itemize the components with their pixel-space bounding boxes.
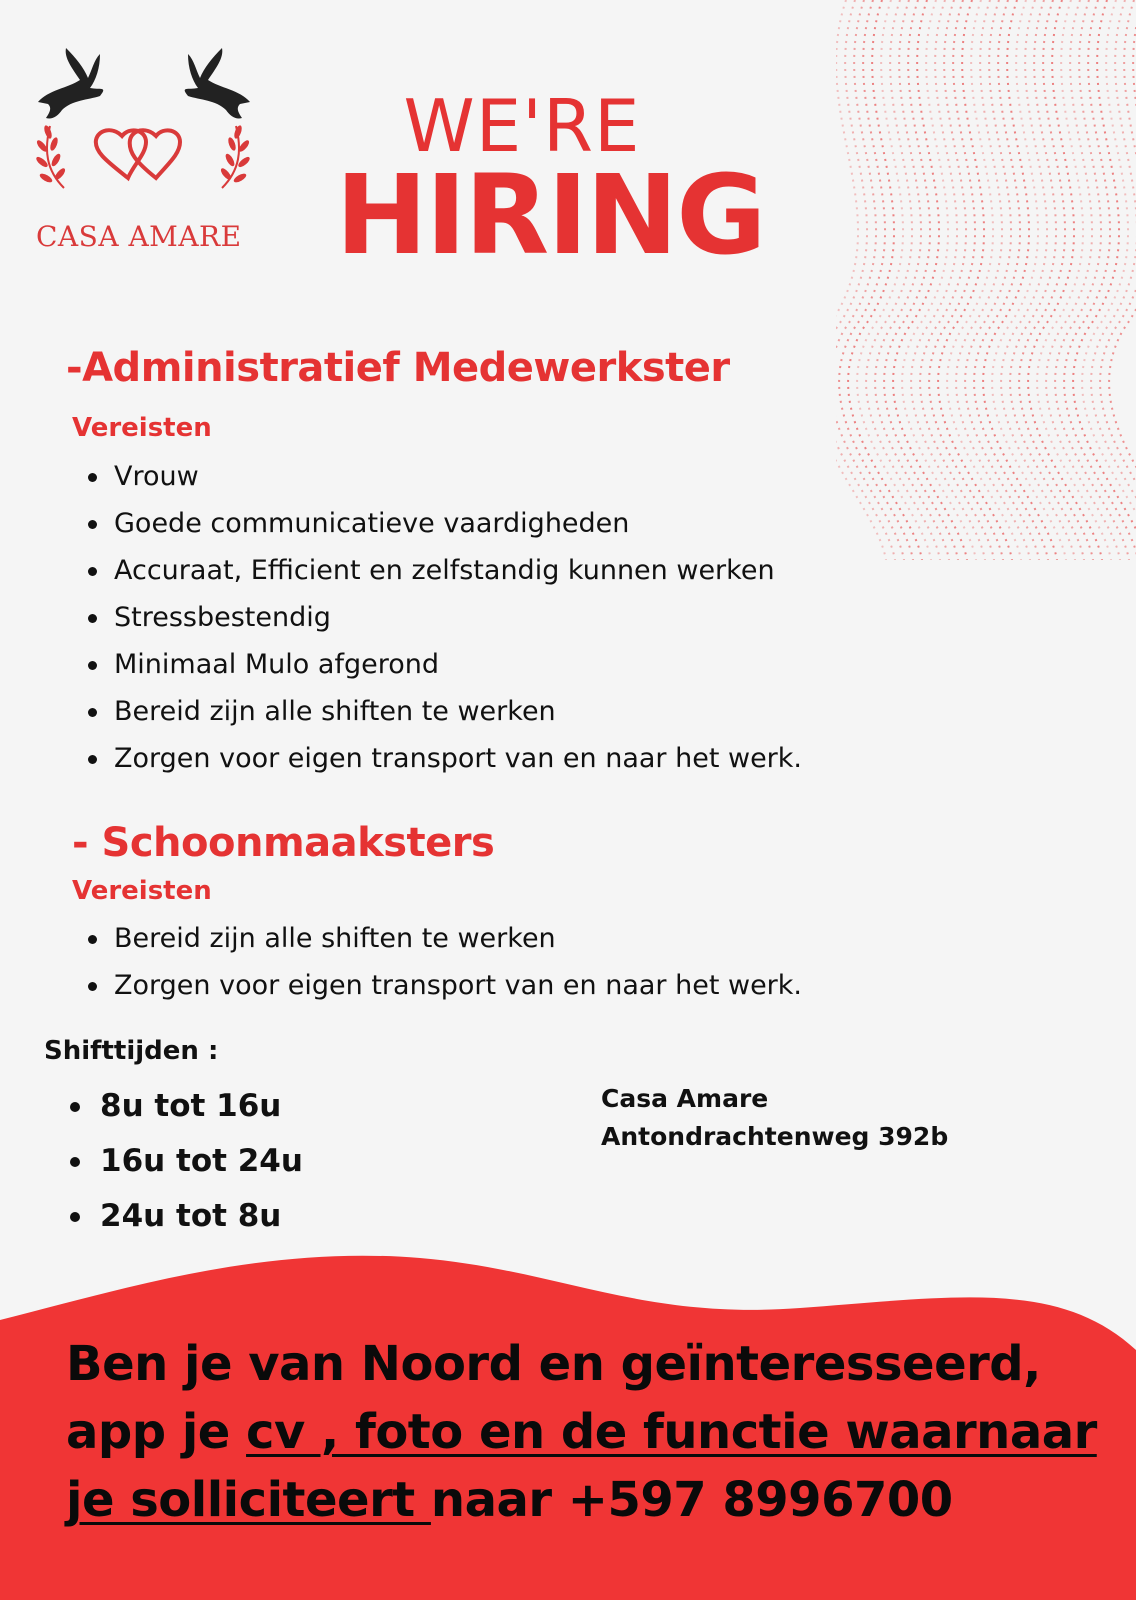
job-title-admin: -Administratief Medewerkster <box>66 345 730 391</box>
list-item: Bereid zijn alle shiften te werken <box>86 694 802 741</box>
cta-underlined-text: cv , foto en de functie waarnaar je solliciteert <box>66 1404 1097 1528</box>
list-item: Zorgen voor eigen transport van en naar het werk. <box>86 741 802 788</box>
dove-icon <box>185 48 250 119</box>
dotted-wave-line <box>983 0 1057 560</box>
cta-text: Ben je van Noord en geïnteresseerd, app je <box>66 1336 1041 1460</box>
dotted-wave-line <box>1028 0 1102 560</box>
dotted-wave-line <box>1055 0 1129 560</box>
dotted-wave-line <box>1037 0 1111 560</box>
logo-wordmark: CASA AMARE <box>36 220 242 253</box>
dotted-wave-decoration <box>836 0 1136 560</box>
job-title-cleaning: - Schoonmaaksters <box>72 820 495 866</box>
list-item: Goede communicatieve vaardigheden <box>86 506 802 553</box>
hearts-icon <box>96 130 180 178</box>
requirements-list-cleaning <box>86 921 802 1015</box>
laurel-icon <box>219 124 251 188</box>
dotted-wave-line <box>1082 0 1136 560</box>
dotted-wave-line <box>893 0 967 560</box>
call-to-action <box>66 1330 1126 1534</box>
list-item: Vrouw <box>86 459 802 506</box>
list-item: Minimaal Mulo afgerond <box>86 647 802 694</box>
address-street: Antondrachtenweg 392b <box>601 1122 949 1151</box>
dotted-wave-line <box>902 0 976 560</box>
dotted-wave-line <box>965 0 1039 560</box>
list-item: Accuraat, Efficient en zelfstandig kunnen werken <box>86 553 802 600</box>
dotted-wave-line <box>836 0 886 560</box>
headline-line2: HIRING <box>335 151 765 279</box>
list-item: 16u tot 24u <box>68 1142 303 1197</box>
dotted-wave-line <box>1046 0 1120 560</box>
list-item: 24u tot 8u <box>68 1197 303 1252</box>
dotted-wave-line <box>857 0 931 560</box>
dotted-wave-line <box>929 0 1003 560</box>
laurel-icon <box>35 124 67 188</box>
dotted-wave-line <box>839 0 913 560</box>
dotted-wave-line <box>875 0 949 560</box>
cta-phone-text: naar +597 8996700 <box>430 1472 953 1528</box>
dotted-wave-line <box>1019 0 1093 560</box>
dotted-wave-line <box>974 0 1048 560</box>
dotted-wave-line <box>911 0 985 560</box>
dotted-wave-line <box>920 0 994 560</box>
shifts-list <box>68 1087 303 1252</box>
dotted-wave-line <box>1100 0 1136 560</box>
dotted-wave-line <box>938 0 1012 560</box>
list-item: Bereid zijn alle shiften te werken <box>86 921 802 968</box>
dotted-wave-line <box>848 0 922 560</box>
list-item: Stressbestendig <box>86 600 802 647</box>
dotted-wave-line <box>947 0 1021 560</box>
dotted-wave-line <box>884 0 958 560</box>
list-item: Zorgen voor eigen transport van en naar het werk. <box>86 968 802 1015</box>
dotted-wave-line <box>956 0 1030 560</box>
headline-line1: WE'RE <box>403 84 641 168</box>
requirements-label: Vereisten <box>72 413 212 443</box>
dotted-wave-line <box>1073 0 1136 560</box>
requirements-label: Vereisten <box>72 876 212 906</box>
dotted-wave-line <box>1001 0 1075 560</box>
dotted-wave-line <box>836 0 895 560</box>
address-name: Casa Amare <box>601 1084 769 1113</box>
dove-icon <box>38 48 103 119</box>
dotted-wave-line <box>1010 0 1084 560</box>
dotted-wave-line <box>866 0 940 560</box>
requirements-list-admin <box>86 459 802 788</box>
dotted-wave-line <box>1109 0 1136 560</box>
list-item: 8u tot 16u <box>68 1087 303 1142</box>
dotted-wave-line <box>992 0 1066 560</box>
shifts-title: Shifttijden : <box>44 1036 219 1066</box>
address <box>601 1080 948 1156</box>
